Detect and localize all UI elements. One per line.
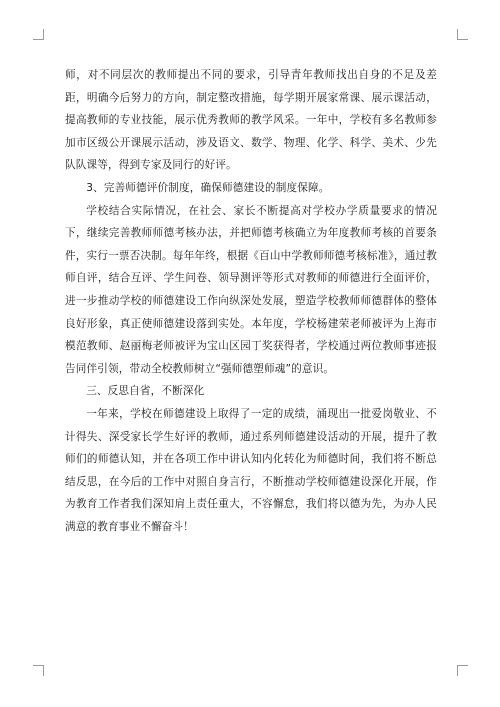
crop-mark-top-left [33,29,44,40]
paragraph-evaluation: 学校结合实际情况，在社会、家长不断提高对学校办学质量要求的情况下，继续完善教师师德考核办法，并把师德考核确立为年度教师考核的首要条件，实行一票否决制。每年年终，根据《百山中学教师师德考核标准》，通过教师自评，结合互评、学生问卷、领导测评等形式对教师的师德进行全面评价，进一步推动学校的师德建设工作向纵深处发展，塑造学校教师师德群体的整体良好形象，真正使师德建设落到实处。本年度，学校杨建荣老师被评为上海市模范教师、赵丽梅老师被评为宝山区园丁奖获得者，学校通过两位教师事迹报告同伴引领，带动全校教师树立“强师德塑师魂”的意识。 [65,204,437,375]
crop-mark-bottom-right [457,665,468,676]
crop-mark-top-right [457,29,468,40]
crop-mark-bottom-left [33,665,44,676]
section-heading-reflection: 三、反思自省，不断深化 [86,385,205,398]
section-heading-evaluation: 3、完善师德评价制度，确保师德建设的制度保障。 [86,181,330,194]
paragraph-reflection: 一年来，学校在师德建设上取得了一定的成绩，涌现出一批爱岗敬业、不计得失、深受家长学生好评的教师，通过系列师德建设活动的开展，提升了教师们的师德认知，并在各项工作中讲认知内化转化为师德时间，我们将不断总结反思，在今后的工作中对照自身言行，不断推动学校师德建设深化开展，作为教育工作者我们深知肩上责任重大，不容懈怠，我们将以德为先，为办人民满意的教育事业不懈奋斗！ [65,407,437,533]
document-body [65,64,437,538]
paragraph-continued: 师，对不同层次的教师提出不同的要求，引导青年教师找出自身的不足及差距，明确今后努力的方向，制定整改措施，每学期开展家常课、展示课活动，提高教师的专业技能，展示优秀教师的教学风采。一年中，学校有多名教师参加市区级公开课展示活动，涉及语文、数学、物理、化学、科学、美术、少先队队课等，得到专家及同行的好评。 [65,69,437,172]
